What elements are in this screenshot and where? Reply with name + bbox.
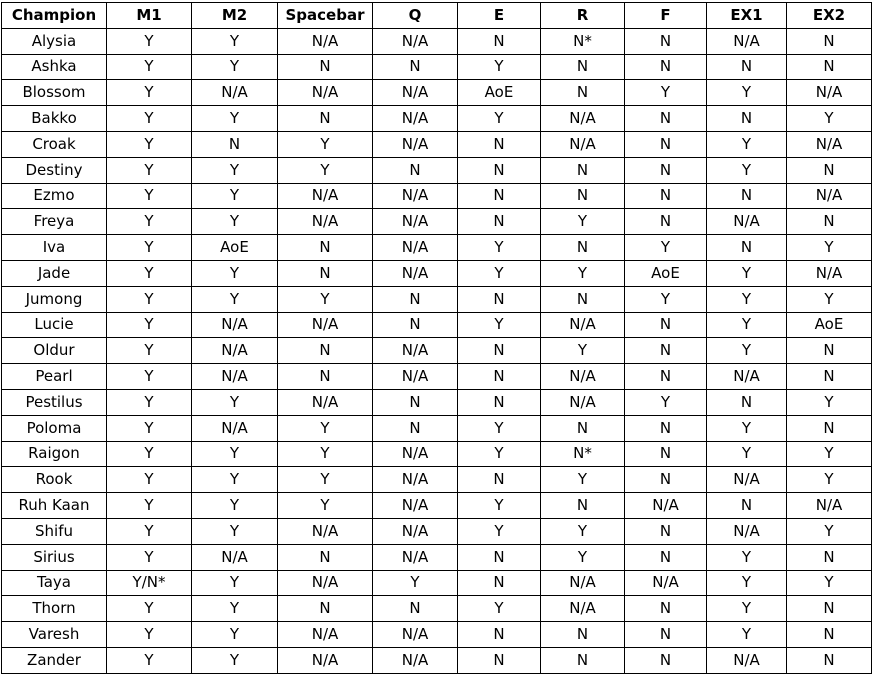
cell-spacebar: N/A [278, 209, 373, 235]
cell-ex2: N [787, 415, 872, 441]
cell-spacebar: Y [278, 131, 373, 157]
cell-f: N/A [625, 570, 707, 596]
cell-q: N [373, 596, 458, 622]
cell-m2: Y [192, 209, 278, 235]
cell-m2: N/A [192, 312, 278, 338]
cell-m2: Y [192, 441, 278, 467]
cell-ex2: N/A [787, 183, 872, 209]
cell-spacebar: N/A [278, 647, 373, 673]
cell-r: N [541, 493, 625, 519]
cell-e: Y [458, 260, 541, 286]
cell-f: N [625, 622, 707, 648]
cell-m2: N/A [192, 544, 278, 570]
table-row [2, 235, 872, 261]
cell-m1: Y [107, 286, 192, 312]
table-row [2, 260, 872, 286]
cell-ex2: N [787, 596, 872, 622]
cell-m1: Y [107, 441, 192, 467]
cell-m1: Y [107, 209, 192, 235]
cell-q: N [373, 389, 458, 415]
cell-q: N/A [373, 467, 458, 493]
cell-ex1: N/A [707, 209, 787, 235]
cell-f: N [625, 131, 707, 157]
champion-name-cell: Ezmo [2, 183, 107, 209]
cell-f: Y [625, 80, 707, 106]
cell-m2: N/A [192, 364, 278, 390]
cell-m2: Y [192, 622, 278, 648]
column-header-ex1: EX1 [707, 3, 787, 29]
table-row [2, 415, 872, 441]
cell-ex2: Y [787, 570, 872, 596]
champion-name-cell: Ashka [2, 54, 107, 80]
cell-ex1: Y [707, 260, 787, 286]
cell-m1: Y [107, 415, 192, 441]
cell-e: N [458, 157, 541, 183]
cell-ex1: Y [707, 570, 787, 596]
cell-ex2: N [787, 364, 872, 390]
champion-name-cell: Blossom [2, 80, 107, 106]
cell-ex1: Y [707, 286, 787, 312]
cell-e: Y [458, 312, 541, 338]
cell-spacebar: Y [278, 467, 373, 493]
cell-q: N/A [373, 183, 458, 209]
champion-name-cell: Alysia [2, 28, 107, 54]
cell-f: N [625, 338, 707, 364]
cell-e: Y [458, 441, 541, 467]
cell-r: N [541, 80, 625, 106]
cell-spacebar: N [278, 106, 373, 132]
cell-r: Y [541, 209, 625, 235]
cell-e: N [458, 364, 541, 390]
column-header-f: F [625, 3, 707, 29]
column-header-champion: Champion [2, 3, 107, 29]
cell-m2: Y [192, 157, 278, 183]
cell-m1: Y [107, 389, 192, 415]
champion-name-cell: Sirius [2, 544, 107, 570]
cell-f: N [625, 467, 707, 493]
column-header-m1: M1 [107, 3, 192, 29]
cell-f: N [625, 596, 707, 622]
cell-ex1: Y [707, 157, 787, 183]
cell-r: N [541, 622, 625, 648]
table-row [2, 106, 872, 132]
champion-name-cell: Iva [2, 235, 107, 261]
table-row [2, 596, 872, 622]
champion-name-cell: Raigon [2, 441, 107, 467]
header-row [2, 3, 872, 29]
cell-m1: Y [107, 596, 192, 622]
cell-spacebar: N/A [278, 183, 373, 209]
champion-name-cell: Zander [2, 647, 107, 673]
cell-f: N [625, 157, 707, 183]
cell-e: Y [458, 596, 541, 622]
cell-q: N/A [373, 622, 458, 648]
cell-f: N [625, 28, 707, 54]
cell-f: N [625, 415, 707, 441]
cell-r: N [541, 647, 625, 673]
cell-f: N [625, 518, 707, 544]
cell-ex2: Y [787, 518, 872, 544]
cell-r: N* [541, 441, 625, 467]
cell-ex1: Y [707, 80, 787, 106]
cell-r: Y [541, 544, 625, 570]
cell-ex2: N [787, 647, 872, 673]
cell-q: Y [373, 570, 458, 596]
cell-spacebar: N [278, 364, 373, 390]
champion-name-cell: Pearl [2, 364, 107, 390]
table-row [2, 441, 872, 467]
cell-ex1: Y [707, 544, 787, 570]
cell-m1: Y [107, 493, 192, 519]
cell-ex2: Y [787, 106, 872, 132]
table-row [2, 570, 872, 596]
cell-ex1: N [707, 54, 787, 80]
cell-spacebar: N [278, 338, 373, 364]
cell-e: N [458, 647, 541, 673]
table-row [2, 647, 872, 673]
cell-ex1: N/A [707, 364, 787, 390]
cell-ex1: N [707, 235, 787, 261]
cell-spacebar: N [278, 260, 373, 286]
column-header-r: R [541, 3, 625, 29]
cell-ex1: Y [707, 338, 787, 364]
cell-m1: Y [107, 235, 192, 261]
cell-q: N [373, 54, 458, 80]
cell-ex1: Y [707, 596, 787, 622]
cell-m2: Y [192, 647, 278, 673]
cell-r: Y [541, 518, 625, 544]
cell-m2: Y [192, 518, 278, 544]
cell-q: N/A [373, 209, 458, 235]
cell-spacebar: N [278, 54, 373, 80]
cell-r: Y [541, 338, 625, 364]
cell-q: N/A [373, 518, 458, 544]
cell-f: N [625, 647, 707, 673]
cell-m1: Y [107, 260, 192, 286]
cell-q: N/A [373, 544, 458, 570]
cell-ex2: N [787, 28, 872, 54]
cell-ex2: Y [787, 441, 872, 467]
cell-q: N/A [373, 260, 458, 286]
cell-m1: Y [107, 28, 192, 54]
champion-name-cell: Varesh [2, 622, 107, 648]
cell-ex1: N [707, 106, 787, 132]
cell-f: N/A [625, 493, 707, 519]
cell-m1: Y [107, 647, 192, 673]
cell-e: AoE [458, 80, 541, 106]
cell-f: N [625, 312, 707, 338]
cell-m2: Y [192, 596, 278, 622]
champion-ability-table [1, 2, 872, 674]
cell-m2: N/A [192, 415, 278, 441]
champion-name-cell: Taya [2, 570, 107, 596]
cell-m2: N/A [192, 338, 278, 364]
cell-q: N [373, 415, 458, 441]
cell-ex1: N/A [707, 467, 787, 493]
cell-e: Y [458, 493, 541, 519]
champion-name-cell: Poloma [2, 415, 107, 441]
cell-r: N/A [541, 312, 625, 338]
cell-spacebar: Y [278, 157, 373, 183]
cell-ex2: N/A [787, 80, 872, 106]
cell-q: N/A [373, 338, 458, 364]
cell-q: N/A [373, 131, 458, 157]
cell-ex1: N/A [707, 518, 787, 544]
cell-ex2: AoE [787, 312, 872, 338]
cell-m1: Y [107, 467, 192, 493]
cell-q: N/A [373, 647, 458, 673]
cell-r: N/A [541, 364, 625, 390]
cell-spacebar: Y [278, 493, 373, 519]
champion-name-cell: Thorn [2, 596, 107, 622]
cell-spacebar: N [278, 235, 373, 261]
cell-m1: Y [107, 622, 192, 648]
cell-spacebar: N/A [278, 28, 373, 54]
cell-f: N [625, 441, 707, 467]
cell-q: N/A [373, 364, 458, 390]
table-row [2, 131, 872, 157]
table-row [2, 338, 872, 364]
cell-e: N [458, 131, 541, 157]
cell-f: N [625, 544, 707, 570]
cell-r: N [541, 286, 625, 312]
cell-ex2: N [787, 157, 872, 183]
cell-ex2: N/A [787, 260, 872, 286]
champion-name-cell: Pestilus [2, 389, 107, 415]
cell-m2: Y [192, 467, 278, 493]
champion-name-cell: Ruh Kaan [2, 493, 107, 519]
cell-m2: Y [192, 570, 278, 596]
cell-m2: Y [192, 106, 278, 132]
cell-f: Y [625, 286, 707, 312]
table-row [2, 286, 872, 312]
table-row [2, 183, 872, 209]
cell-q: N/A [373, 235, 458, 261]
cell-q: N/A [373, 441, 458, 467]
champion-name-cell: Destiny [2, 157, 107, 183]
cell-q: N/A [373, 80, 458, 106]
cell-ex1: N [707, 183, 787, 209]
cell-r: Y [541, 467, 625, 493]
cell-e: N [458, 389, 541, 415]
champion-name-cell: Oldur [2, 338, 107, 364]
table-row [2, 209, 872, 235]
cell-ex1: N/A [707, 647, 787, 673]
cell-ex1: Y [707, 441, 787, 467]
cell-m2: Y [192, 54, 278, 80]
cell-e: N [458, 209, 541, 235]
cell-e: N [458, 622, 541, 648]
cell-m1: Y [107, 338, 192, 364]
cell-f: Y [625, 235, 707, 261]
cell-m1: Y [107, 364, 192, 390]
cell-m1: Y [107, 157, 192, 183]
cell-spacebar: N/A [278, 80, 373, 106]
cell-e: Y [458, 518, 541, 544]
cell-m1: Y [107, 131, 192, 157]
cell-ex2: Y [787, 235, 872, 261]
cell-m2: Y [192, 260, 278, 286]
champion-name-cell: Bakko [2, 106, 107, 132]
cell-r: N/A [541, 596, 625, 622]
cell-ex2: N [787, 54, 872, 80]
cell-ex1: Y [707, 131, 787, 157]
table-row [2, 493, 872, 519]
cell-m1: Y/N* [107, 570, 192, 596]
cell-m2: N/A [192, 80, 278, 106]
cell-ex1: N/A [707, 28, 787, 54]
cell-e: N [458, 544, 541, 570]
table-row [2, 312, 872, 338]
cell-spacebar: N/A [278, 312, 373, 338]
cell-r: N [541, 54, 625, 80]
cell-m2: Y [192, 28, 278, 54]
table-row [2, 518, 872, 544]
cell-ex1: Y [707, 415, 787, 441]
column-header-q: Q [373, 3, 458, 29]
cell-ex2: N/A [787, 131, 872, 157]
table-row [2, 389, 872, 415]
cell-e: N [458, 183, 541, 209]
cell-m2: Y [192, 493, 278, 519]
cell-ex1: N [707, 389, 787, 415]
cell-m1: Y [107, 518, 192, 544]
cell-m1: Y [107, 312, 192, 338]
cell-spacebar: N [278, 596, 373, 622]
cell-e: N [458, 286, 541, 312]
cell-q: N [373, 286, 458, 312]
cell-ex2: N/A [787, 493, 872, 519]
cell-ex1: Y [707, 622, 787, 648]
champion-name-cell: Rook [2, 467, 107, 493]
cell-spacebar: N/A [278, 389, 373, 415]
cell-r: N/A [541, 570, 625, 596]
cell-m2: N [192, 131, 278, 157]
cell-f: N [625, 364, 707, 390]
cell-q: N/A [373, 493, 458, 519]
cell-r: N/A [541, 106, 625, 132]
cell-ex2: Y [787, 389, 872, 415]
cell-r: Y [541, 260, 625, 286]
column-header-m2: M2 [192, 3, 278, 29]
table-row [2, 28, 872, 54]
cell-f: N [625, 106, 707, 132]
cell-r: N/A [541, 131, 625, 157]
cell-m2: Y [192, 183, 278, 209]
cell-ex2: N [787, 338, 872, 364]
cell-spacebar: N/A [278, 518, 373, 544]
table-body [2, 28, 872, 673]
champion-name-cell: Croak [2, 131, 107, 157]
cell-e: Y [458, 235, 541, 261]
cell-m1: Y [107, 183, 192, 209]
cell-e: Y [458, 54, 541, 80]
champion-name-cell: Jumong [2, 286, 107, 312]
cell-m2: Y [192, 286, 278, 312]
cell-q: N [373, 157, 458, 183]
champion-name-cell: Freya [2, 209, 107, 235]
cell-f: AoE [625, 260, 707, 286]
cell-spacebar: N/A [278, 570, 373, 596]
cell-m1: Y [107, 544, 192, 570]
cell-spacebar: Y [278, 441, 373, 467]
cell-e: Y [458, 415, 541, 441]
cell-q: N/A [373, 28, 458, 54]
cell-e: N [458, 467, 541, 493]
cell-m1: Y [107, 80, 192, 106]
cell-q: N [373, 312, 458, 338]
cell-f: N [625, 209, 707, 235]
cell-ex2: N [787, 622, 872, 648]
cell-q: N/A [373, 106, 458, 132]
table-row [2, 157, 872, 183]
cell-r: N* [541, 28, 625, 54]
column-header-ex2: EX2 [787, 3, 872, 29]
cell-f: N [625, 183, 707, 209]
cell-m2: AoE [192, 235, 278, 261]
cell-spacebar: Y [278, 286, 373, 312]
cell-spacebar: N/A [278, 622, 373, 648]
cell-f: N [625, 54, 707, 80]
cell-ex2: Y [787, 286, 872, 312]
champion-name-cell: Lucie [2, 312, 107, 338]
cell-r: N [541, 183, 625, 209]
cell-m1: Y [107, 106, 192, 132]
table-row [2, 467, 872, 493]
cell-r: N/A [541, 389, 625, 415]
cell-r: N [541, 235, 625, 261]
cell-e: Y [458, 106, 541, 132]
cell-ex2: Y [787, 467, 872, 493]
column-header-e: E [458, 3, 541, 29]
cell-spacebar: Y [278, 415, 373, 441]
table-row [2, 54, 872, 80]
cell-spacebar: N [278, 544, 373, 570]
cell-e: N [458, 570, 541, 596]
table-row [2, 80, 872, 106]
cell-r: N [541, 415, 625, 441]
cell-ex2: N [787, 544, 872, 570]
cell-ex1: N [707, 493, 787, 519]
cell-ex2: N [787, 209, 872, 235]
table-row [2, 544, 872, 570]
champion-name-cell: Jade [2, 260, 107, 286]
cell-m1: Y [107, 54, 192, 80]
table-row [2, 364, 872, 390]
table-row [2, 622, 872, 648]
cell-ex1: Y [707, 312, 787, 338]
cell-e: N [458, 338, 541, 364]
champion-name-cell: Shifu [2, 518, 107, 544]
column-header-spacebar: Spacebar [278, 3, 373, 29]
cell-r: N [541, 157, 625, 183]
cell-m2: Y [192, 389, 278, 415]
cell-e: N [458, 28, 541, 54]
cell-f: Y [625, 389, 707, 415]
